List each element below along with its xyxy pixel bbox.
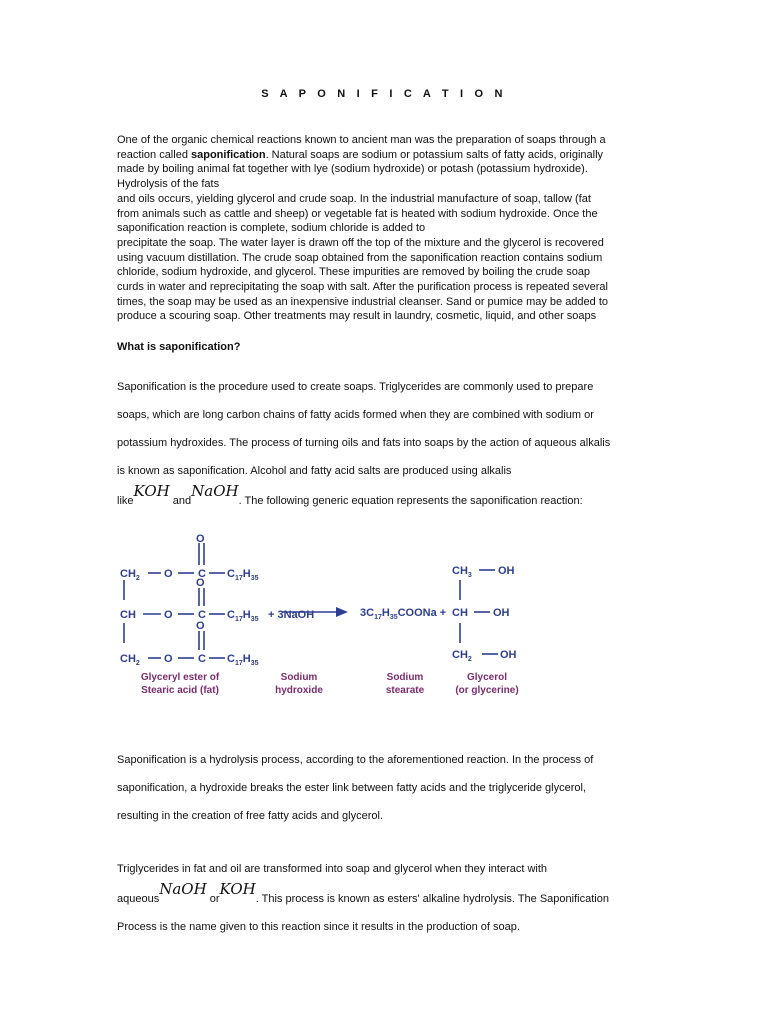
- text-span: and: [172, 495, 192, 507]
- compound-names: [141, 672, 519, 696]
- text-line: chloride, sodium hydroxide, and glycerol. These impurities are removed by boiling the crude soap: [117, 266, 591, 279]
- text-span: like: [117, 495, 134, 507]
- formula-koh: KOH: [219, 880, 256, 898]
- text-line: Saponification is a hydrolysis process, according to the aforementioned reaction. In the process of: [117, 754, 594, 766]
- compound-name: Stearic acid (fat): [141, 685, 219, 696]
- hydroxyl-label: OH: [500, 649, 517, 661]
- oxygen-label: O: [196, 620, 205, 632]
- text-span: or: [209, 893, 220, 905]
- formula-naoh: NaOH: [159, 880, 207, 898]
- section3-paragraph: [117, 746, 657, 830]
- text-span: . The following generic equation represents the saponification reaction:: [238, 495, 583, 507]
- text-span: . This process is known as esters' alkaline hydrolysis. The Saponification: [255, 893, 609, 905]
- formula-naoh: NaOH: [191, 482, 239, 500]
- text-line: saponification, a hydroxide breaks the ester link between fatty acids and the triglyceride glycerol,: [117, 782, 586, 794]
- text-line: precipitate the soap. The water layer is drawn off the top of the mixture and the glycerol is recovered: [117, 236, 604, 249]
- bond-lines: [124, 543, 498, 658]
- ch-label: CH: [120, 609, 136, 621]
- text-line: Hydrolysis of the fats: [117, 178, 220, 191]
- carbon-label: C: [198, 568, 206, 580]
- text-line: made by boiling animal fat together with lye (sodium hydroxide) or potash (potassium hydroxide).: [117, 163, 588, 176]
- text-span: . Natural soaps are sodium or potassium salts of fatty acids, originally: [265, 148, 604, 161]
- text-span: reaction called: [117, 148, 191, 161]
- ch2-label: $CH_2$: [452, 649, 472, 663]
- compound-name: Sodium: [280, 672, 318, 683]
- section4-paragraph: [117, 855, 657, 941]
- text-line: potassium hydroxides. The process of turning oils and fats into soaps by the action of aqueous alkalis: [117, 437, 611, 449]
- compound-name: stearate: [385, 685, 425, 696]
- stearyl-chain-label: $C_{17}H_{35}$: [227, 609, 259, 623]
- carbon-label: C: [198, 609, 206, 621]
- compound-name: Glycerol: [466, 672, 508, 683]
- compound-name: Sodium: [386, 672, 424, 683]
- hydroxyl-label: OH: [493, 607, 510, 619]
- ch2-label: $CH_3$: [452, 565, 472, 579]
- reagent-label: + 3NaOH: [268, 609, 315, 621]
- text-line: Saponification is the procedure used to create soaps. Triglycerides are commonly used to prepare: [117, 381, 594, 393]
- text-line: is known as saponification. Alcohol and fatty acid salts are produced using alkalis: [117, 465, 512, 477]
- text-line: One of the organic chemical reactions known to ancient man was the preparation of soaps through a: [117, 134, 606, 146]
- text-line: [117, 148, 657, 163]
- hydroxyl-label: OH: [498, 565, 515, 577]
- oxygen-label: O: [164, 609, 173, 621]
- text-line: resulting in the creation of free fatty acids and glycerol.: [117, 810, 383, 822]
- text-line: and oils occurs, yielding glycerol and crude soap. In the industrial manufacture of soap, tallow (fat: [117, 192, 591, 205]
- formula-koh: KOH: [133, 482, 170, 500]
- text-line: produce a scouring soap. Other treatments may result in laundry, cosmetic, liquid, and other soaps: [117, 310, 597, 323]
- intro-paragraph: [117, 133, 657, 324]
- ch-label: CH: [452, 607, 468, 619]
- text-line: curds in water and reprecipitating the soap with salt. After the purification process is repeated several: [117, 281, 608, 294]
- text-line: [117, 880, 657, 913]
- reaction-arrow-icon: [336, 607, 348, 617]
- oxygen-label: O: [196, 577, 205, 589]
- compound-name: (or glycerine): [455, 685, 519, 696]
- bold-term: saponification: [191, 148, 266, 161]
- text-line: saponification reaction is complete, sodium chloride is added to: [117, 222, 426, 235]
- section2-paragraph: [117, 373, 657, 515]
- oxygen-label: O: [196, 533, 205, 545]
- text-line: times, the soap may be used as an inexpensive industrial cleanser. Sand or pumice may be added to: [117, 295, 609, 308]
- oxygen-label: O: [164, 653, 173, 665]
- stearyl-chain-label: $C_{17}H_{35}$: [227, 568, 259, 582]
- text-span: aqueous: [117, 893, 160, 905]
- oxygen-label: O: [164, 568, 173, 580]
- structure-labels: [120, 533, 517, 667]
- text-line: [117, 482, 657, 515]
- ch2-label: $CH_2$: [120, 653, 140, 667]
- compound-name: Glyceryl ester of: [140, 672, 220, 683]
- text-line: Triglycerides in fat and oil are transformed into soap and glycerol when they interact with: [117, 863, 548, 875]
- page-title: S A P O N I F I C A T I O N: [261, 88, 507, 100]
- sodium-stearate-formula: $3C_{17}H_{35}COONa$ +: [360, 607, 447, 621]
- stearyl-chain-label: $C_{17}H_{35}$: [227, 653, 259, 667]
- text-line: Process is the name given to this reaction since it results in the production of soap.: [117, 921, 520, 933]
- ch2-label: $CH_2$: [120, 568, 140, 582]
- carbon-label: C: [198, 653, 206, 665]
- text-line: from animals such as cattle and sheep) or vegetable fat is heated with sodium hydroxide. Once the: [117, 207, 598, 220]
- compound-name: hydroxide: [275, 685, 323, 696]
- text-line: soaps, which are long carbon chains of fatty acids formed when they are combined with sodium or: [117, 409, 594, 421]
- saponification-reaction-diagram: [112, 530, 542, 705]
- text-line: using vacuum distillation. The crude soap obtained from the saponification reaction contains sodium: [117, 251, 603, 264]
- section-heading: What is saponification?: [117, 341, 241, 353]
